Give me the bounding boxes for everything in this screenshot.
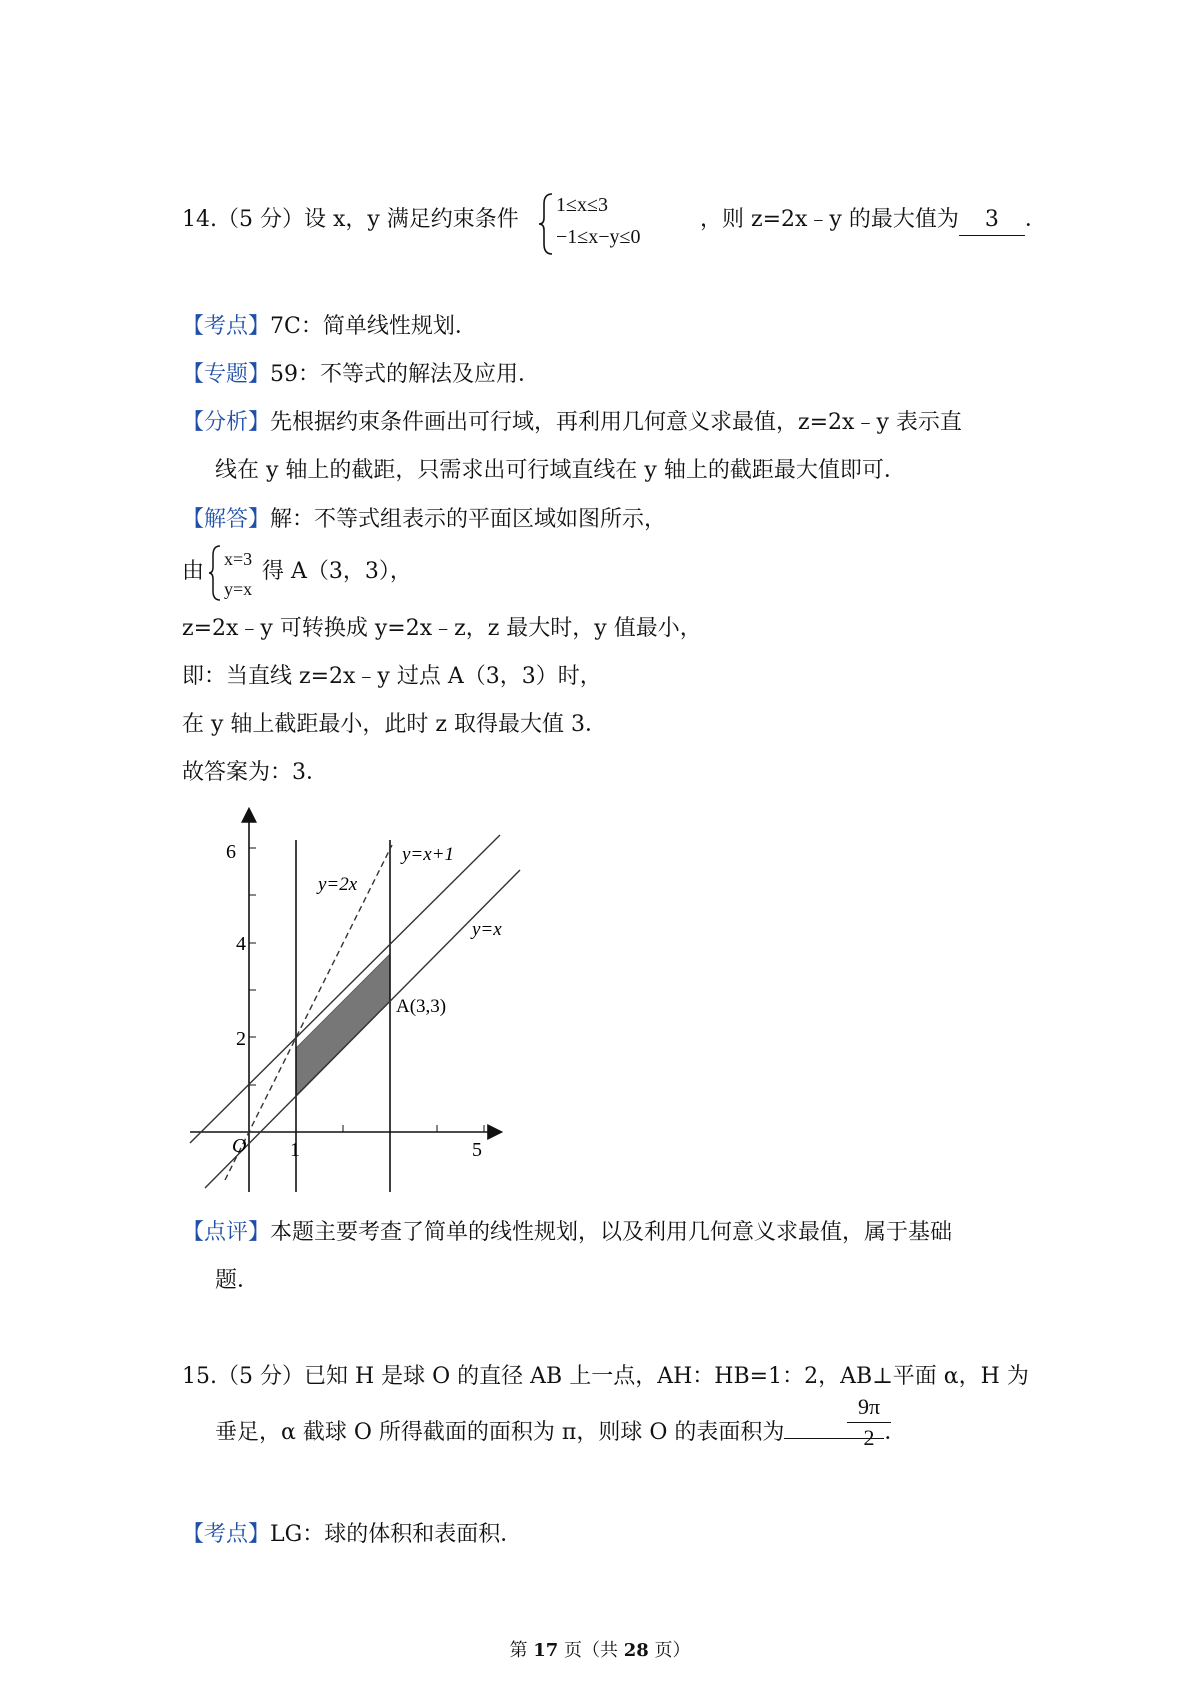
- sol-de: 得 A（3，3），: [262, 559, 412, 584]
- footer-suffix: 页）: [648, 1640, 691, 1661]
- label-point-a: A(3,3): [396, 996, 447, 1017]
- sol-you: 由: [182, 559, 205, 584]
- system-brace: [208, 544, 224, 602]
- feasible-region-graph: [182, 800, 522, 1200]
- fenxi-line2: 线在 y 轴上的截距，只需求出可行域直线在 y 轴上的截距最大值即可．: [215, 458, 906, 483]
- kaodian-text: 7C：简单线性规划．: [270, 314, 477, 339]
- sol-line5: 故答案为：3．: [182, 760, 328, 785]
- dianping-text1: 本题主要考查了简单的线性规划，以及利用几何意义求最值，属于基础: [270, 1220, 953, 1245]
- q14-line: [182, 205, 519, 235]
- fraction-denominator: 2: [863, 1425, 875, 1450]
- kaodian2-tag: 【考点】: [182, 1522, 271, 1547]
- q14-head: 14.（5 分）设 x，y 满足约束条件: [182, 207, 519, 232]
- zhuanti-tag: 【专题】: [182, 362, 271, 387]
- kaodian2-text: LG：球的体积和表面积．: [270, 1522, 523, 1547]
- y-tick-label-6: 6: [226, 841, 236, 863]
- jieda-text: 解：不等式组表示的平面区域如图所示，: [270, 507, 667, 532]
- system-eq2: y=x: [224, 579, 253, 599]
- q14-answer: 3: [984, 207, 999, 232]
- zhuanti-text: 59：不等式的解法及应用．: [270, 362, 541, 387]
- y-tick-label-4: 4: [236, 933, 246, 955]
- sol-line4: 在 y 轴上截距最小，此时 z 取得最大值 3．: [182, 712, 607, 737]
- kaodian2-line: [182, 1520, 522, 1550]
- q14-end: ．: [1024, 207, 1047, 232]
- q14-tail-text: ，则 z=2x﹣y 的最大值为: [700, 207, 959, 232]
- footer-page-number: 17: [533, 1640, 559, 1661]
- label-y-2x: y=2x: [318, 874, 358, 895]
- constraint-2: −1≤x−y≤0: [556, 226, 641, 248]
- constraint-1: 1≤x≤3: [556, 194, 608, 216]
- x-tick-label-1: 1: [290, 1139, 300, 1161]
- footer-mid: 页（共: [558, 1640, 624, 1661]
- fenxi-text1: 先根据约束条件画出可行域，再利用几何意义求最值，z=2x﹣y 表示直: [270, 410, 962, 435]
- q14-tail: [700, 205, 1047, 236]
- x-tick-label-5: 5: [472, 1139, 482, 1161]
- q14-answer-blank: [959, 205, 1025, 236]
- q15-line2-text: 垂足，α 截球 O 所得截面的面积为 π，则球 O 的表面积为: [215, 1420, 785, 1445]
- fenxi-line1: [182, 408, 962, 438]
- jieda-tag: 【解答】: [182, 507, 271, 532]
- dianping-line2: 题．: [215, 1268, 260, 1293]
- sol-line3: 即：当直线 z=2x﹣y 过点 A（3，3）时，: [182, 664, 602, 689]
- sol-line2: z=2x﹣y 可转换成 y=2x﹣z，z 最大时，y 值最小，: [182, 616, 702, 641]
- kaodian-tag: 【考点】: [182, 314, 271, 339]
- q15-line2: [215, 1412, 906, 1448]
- system-eq1: x=3: [224, 549, 253, 569]
- q15-end: ．: [884, 1420, 907, 1445]
- origin-label: O: [232, 1135, 247, 1157]
- footer-total-pages: 28: [623, 1640, 649, 1661]
- footer-prefix: 第: [509, 1640, 534, 1661]
- constraint-brace: [538, 192, 558, 256]
- fenxi-tag: 【分析】: [182, 410, 271, 435]
- q15-answer-fraction: [847, 1394, 891, 1451]
- dianping-tag: 【点评】: [182, 1220, 271, 1245]
- dianping-line1: [182, 1218, 952, 1248]
- label-y-x-plus-1: y=x+1: [402, 844, 455, 865]
- label-y-x: y=x: [472, 919, 502, 940]
- y-tick-label-2: 2: [236, 1028, 246, 1050]
- q15-line1: 15.（5 分）已知 H 是球 O 的直径 AB 上一点，AH：HB=1：2，AB⊥平面 α，H 为: [182, 1364, 1029, 1389]
- fraction-numerator: 9π: [857, 1394, 881, 1419]
- jieda-line: [182, 505, 666, 535]
- page-footer: [0, 1636, 1200, 1662]
- zhuanti-line: [182, 360, 540, 390]
- kaodian-line: [182, 312, 477, 342]
- fraction-bar: [847, 1422, 891, 1423]
